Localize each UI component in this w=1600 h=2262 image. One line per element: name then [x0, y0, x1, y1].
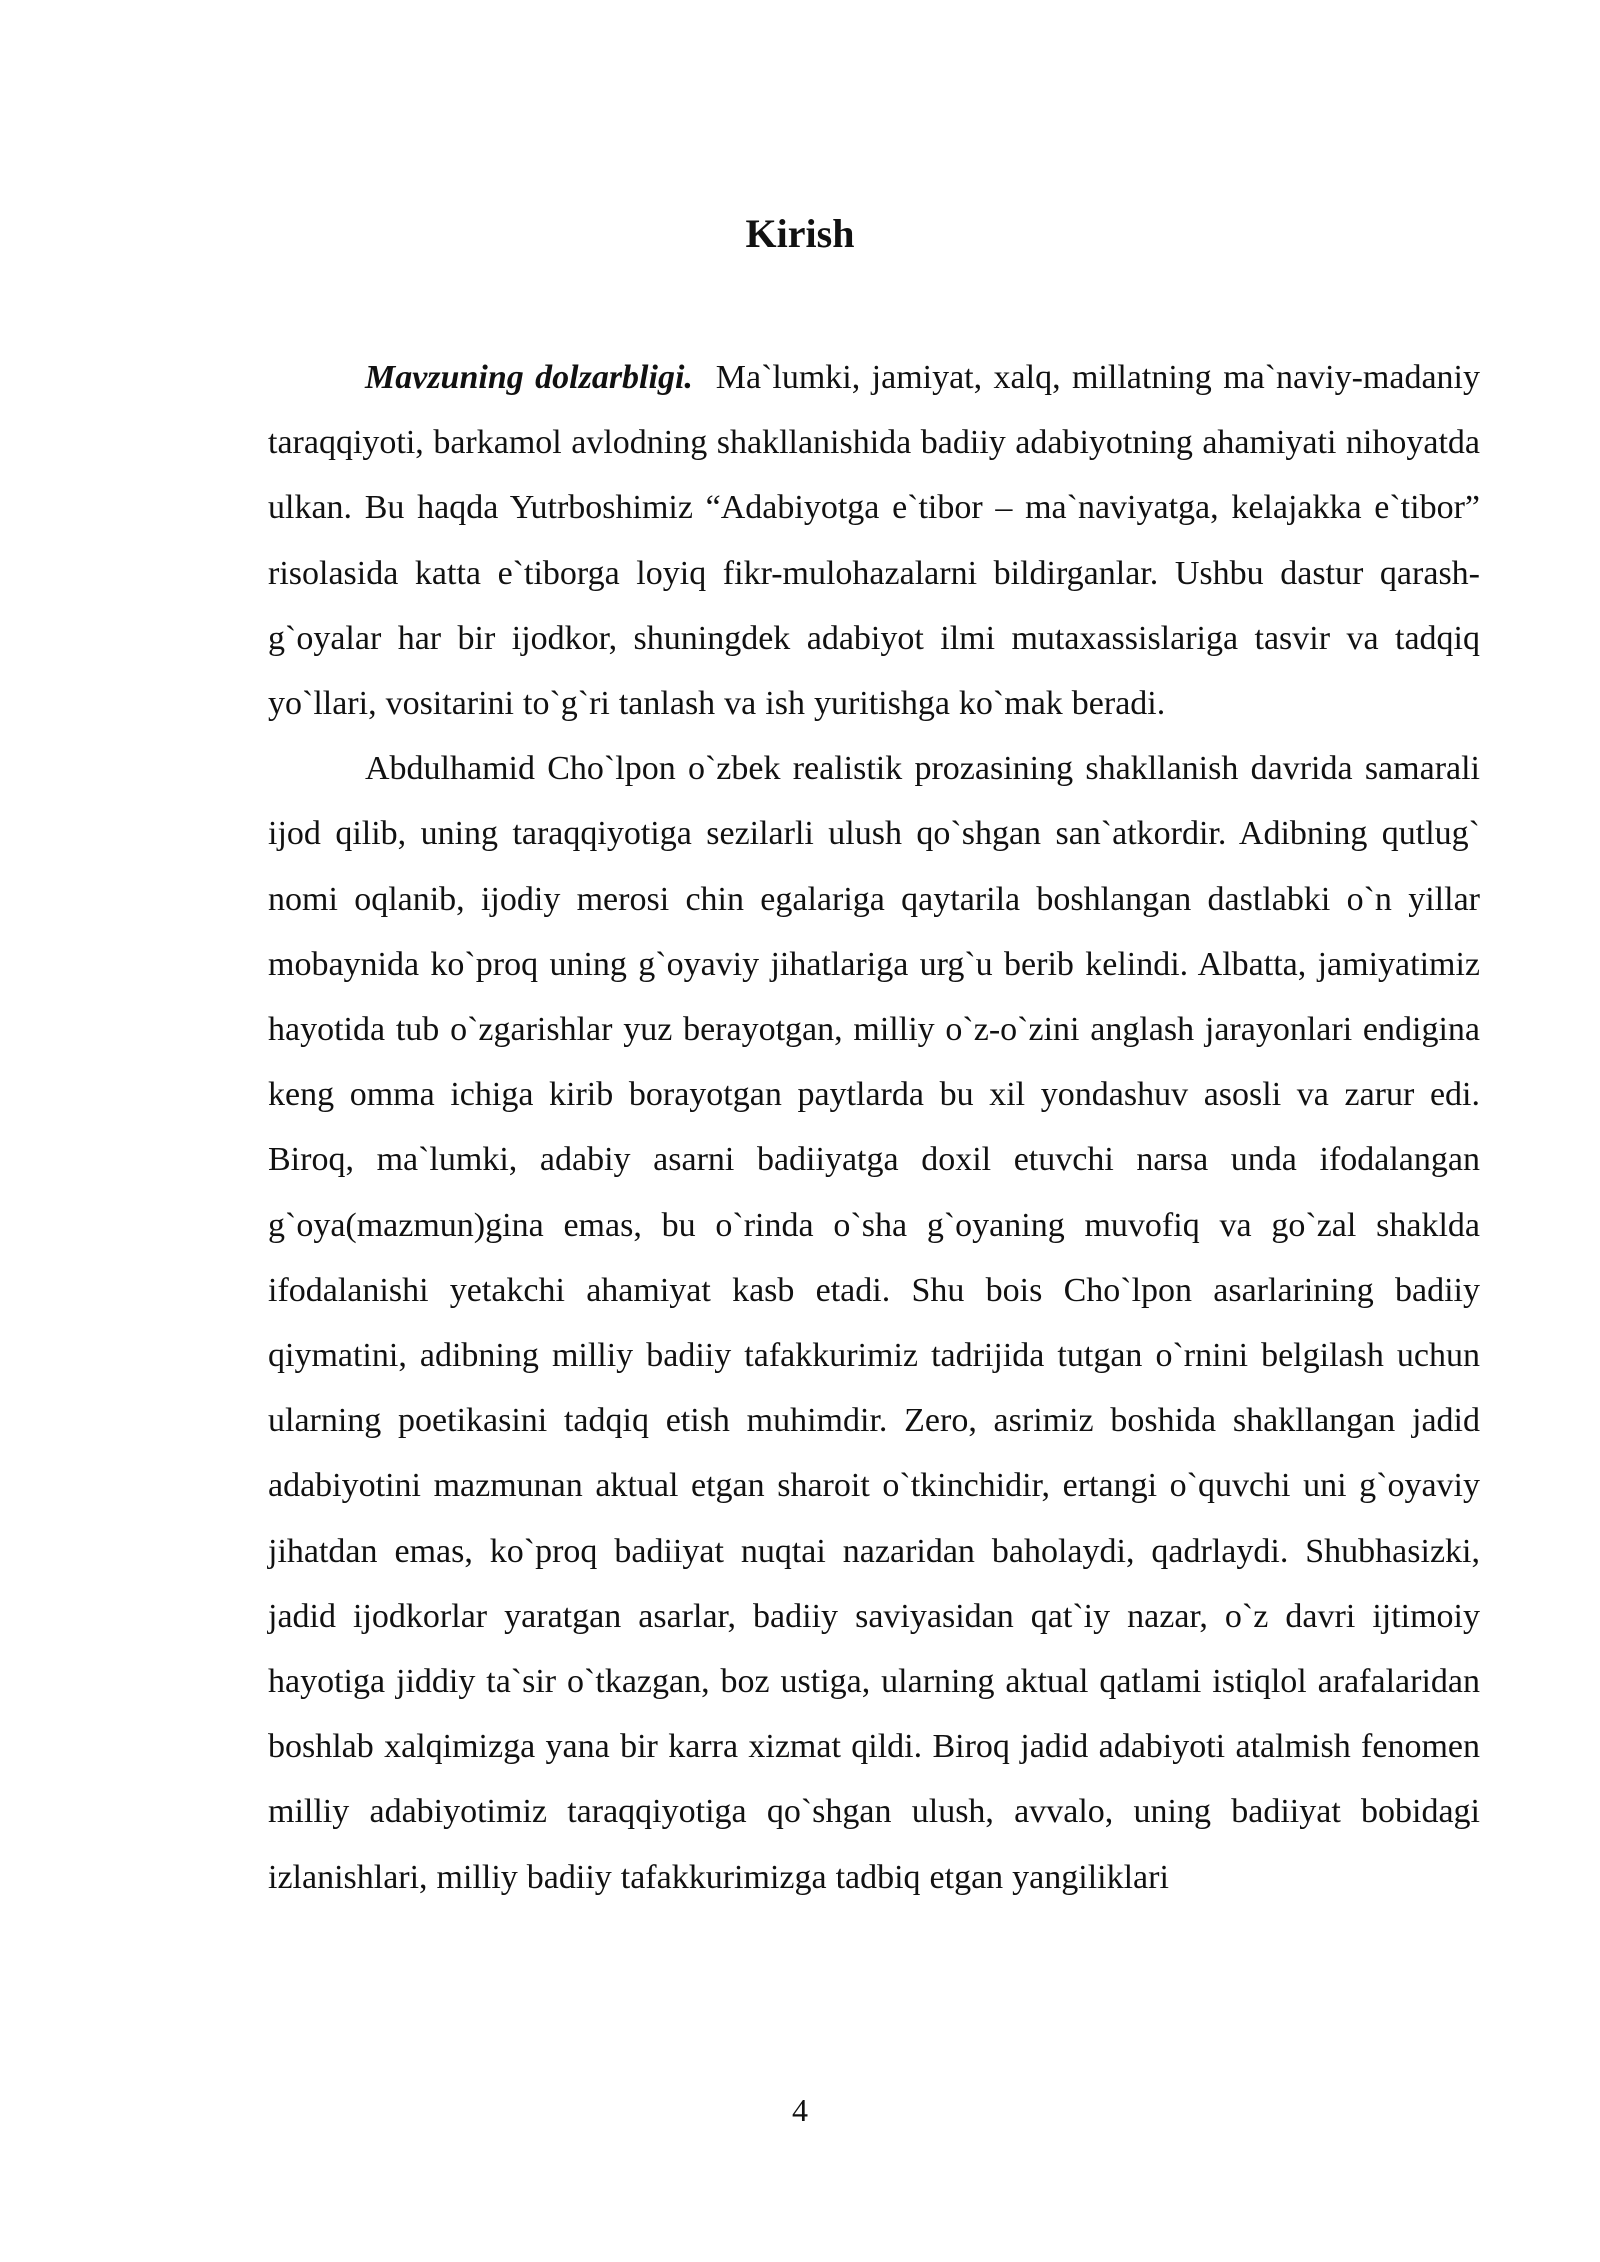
paragraph-text: Ma`lumki, jamiyat, xalq, millatning ma`naviy-madaniy taraqqiyoti, barkamol avlodning shakllanishida badiiy adabiyotning ahamiyati nihoyatda ulkan. Bu haqda Yutrboshimiz “Adabiyotga e`tibor – ma`naviyatga, kelajakka e`tibor” risolasida katta e`tiborga loyiq fikr-mulohazalarni bildirganlar. Ushbu dastur qarash-g`oyalar har bir ijodkor, shuningdek adabiyot ilmi mutaxassislariga tasvir va tadqiq yo`llari, vositarini to`g`ri tanlash va ish yuritishga ko`mak beradi.: [268, 359, 1480, 723]
body-text: [268, 345, 1480, 1910]
paragraph-cholpon: [268, 736, 1480, 1910]
paragraph-relevance: [268, 345, 1480, 736]
paragraph-lead-heading: Mavzuning dolzarbligi.: [365, 359, 693, 396]
paragraph-text: Abdulhamid Cho`lpon o`zbek realistik prozasining shakllanish davrida samarali ijod qilib, uning taraqqiyotiga sezilarli ulush qo`shgan san`atkordir. Adibning qutlug` nomi oqlanib, ijodiy merosi chin egalariga qaytarila boshlangan dastlabki o`n yillar mobaynida ko`proq uning g`oyaviy jihatlariga urg`u berib kelindi. Albatta, jamiyatimiz hayotida tub o`zgarishlar yuz berayotgan, milliy o`z-o`zini anglash jarayonlari endigina keng omma ichiga kirib borayotgan paytlarda bu xil yondashuv asosli va zarur edi. Biroq, ma`lumki, adabiy asarni badiiyatga doxil etuvchi narsa unda ifodalangan g`oya(mazmun)gina emas, bu o`rinda o`sha g`oyaning muvofiq va go`zal shaklda ifodalanishi yetakchi ahamiyat kasb etadi. Shu bois Cho`lpon asarlarining badiiy qiymatini, adibning milliy badiiy tafakkurimiz tadrijida tutgan o`rnini belgilash uchun ularning poetikasini tadqiq etish muhimdir. Zero, asrimiz boshida shakllangan jadid adabiyotini mazmunan aktual etgan sharoit o`tkinchidir, ertangi o`quvchi uni g`oyaviy jihatdan emas, ko`proq badiiyat nuqtai nazaridan baholaydi, qadrlaydi. Shubhasizki, jadid ijodkorlar yaratgan asarlar, badiiy saviyasidan qat`iy nazar, o`z davri ijtimoiy hayotiga jiddiy ta`sir o`tkazgan, boz ustiga, ularning aktual qatlami istiqlol arafalaridan boshlab xalqimizga yana bir karra xizmat qildi. Biroq jadid adabiyoti atalmish fenomen milliy adabiyotimiz taraqqiyotiga qo`shgan ulush, avvalo, uning badiiyat bobidagi izlanishlari, milliy badiiy tafakkurimizga tadbiq etgan yangiliklari: [268, 750, 1480, 1896]
page-number: 4: [792, 2092, 808, 2128]
section-title: Kirish: [745, 211, 855, 256]
